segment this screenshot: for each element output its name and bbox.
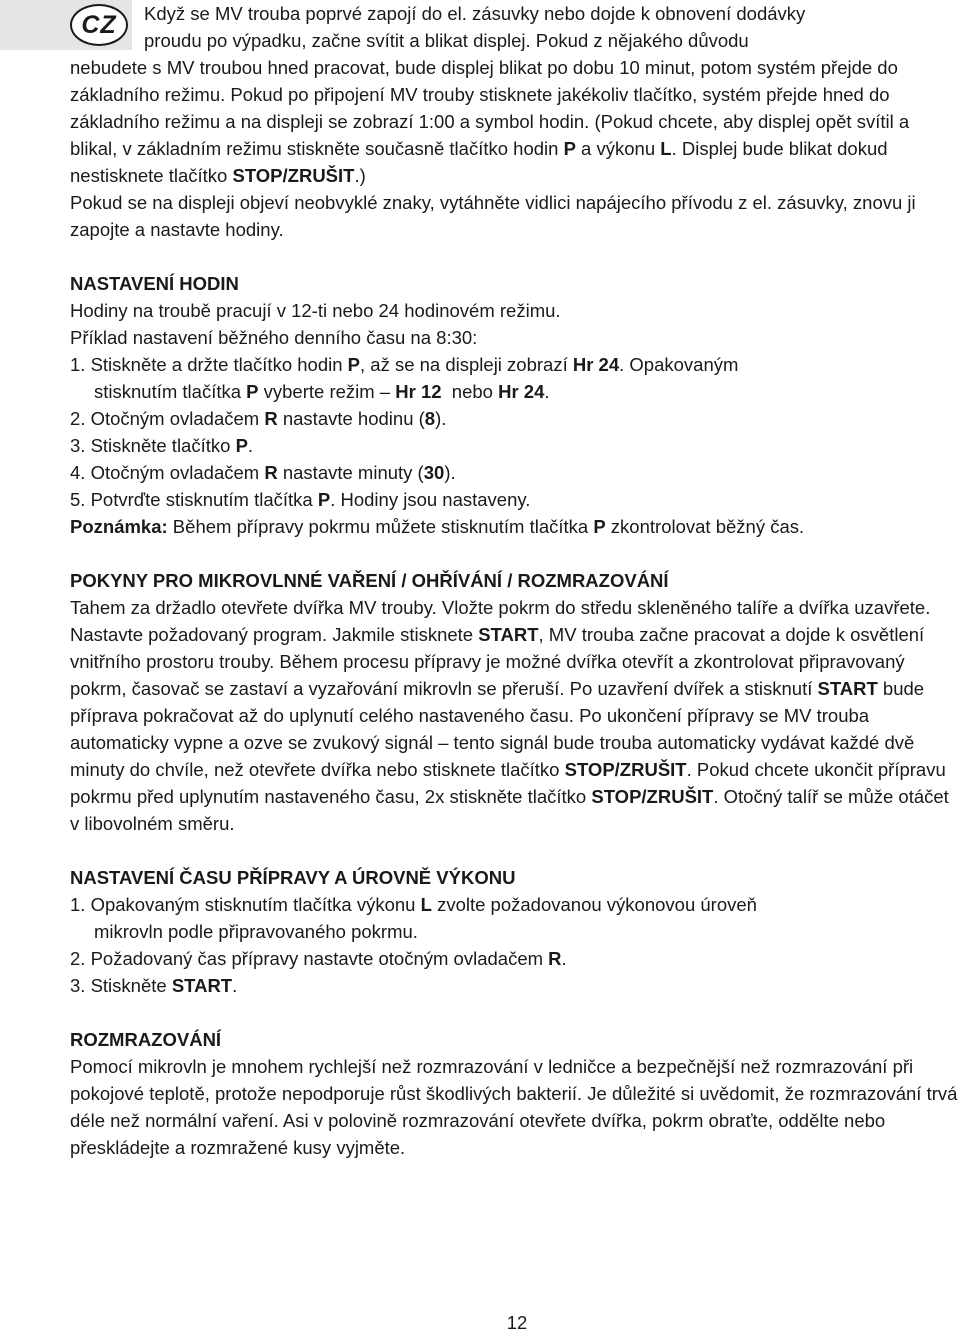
intro-text-4: .) — [354, 165, 366, 186]
step-text: zvolte požadovanou výkonovou úroveň — [431, 894, 757, 915]
page-number: 12 — [506, 1312, 528, 1333]
mode-hr24: Hr 24 — [572, 354, 620, 375]
cooking-text: bude příprava pokračovat až do uplynutí celého nastaveného času. Po ukončení přípravy se MV trouba automaticky vypne a ozve se zvukový signál – tento signál bude trouba automaticky vydávat každé dvě minuty do chvíle, než otevřete dvířka nebo stisknete tlačítko — [70, 678, 925, 780]
time-power-section — [70, 864, 960, 999]
clock-step-5 — [70, 486, 960, 513]
clock-line-2: Příklad nastavení běžného denního času na 8:30: — [70, 327, 478, 348]
cooking-text: , MV trouba začne pracovat a dojde k osvětlení vnitřního prostoru trouby. Během procesu přípravy je možné dvířka otevřít a zkontrolovat připravovaný pokrm, časovač se zastaví a vyzařování mikrovln se přeruší. Po uzavření dvířek a stisknutí — [70, 624, 925, 699]
step-text: . Opakovaným — [619, 354, 739, 375]
key-stop: STOP/ZRUŠIT — [591, 786, 714, 807]
intro-text-3: . Displej bude blikat dokud nestisknete tlačítko — [70, 138, 888, 186]
time-power-step-1-cont: mikrovln podle připravovaného pokrmu. — [94, 921, 418, 942]
step-text: 1. Stiskněte a držte tlačítko hodin — [70, 354, 348, 375]
defrost-heading: ROZMRAZOVÁNÍ — [70, 1029, 222, 1050]
step-text: . — [232, 975, 238, 996]
cooking-section — [70, 567, 960, 837]
key-r: R — [264, 408, 278, 429]
key-p: P — [563, 138, 576, 159]
manual-content — [70, 0, 960, 1161]
key-p: P — [593, 516, 606, 537]
time-power-heading: NASTAVENÍ ČASU PŘÍPRAVY A ÚROVNĚ VÝKONU — [70, 867, 516, 888]
intro-line-1: Když se MV trouba poprvé zapojí do el. zásuvky nebo dojde k obnovení dodávky — [144, 3, 806, 24]
step-text: , až se na displeji zobrazí — [360, 354, 573, 375]
clock-step-1 — [70, 351, 960, 378]
step-text: nebo — [441, 381, 499, 402]
clock-step-2 — [70, 405, 960, 432]
key-p: P — [246, 381, 259, 402]
key-r: R — [264, 462, 278, 483]
mode-hr12: Hr 12 — [395, 381, 442, 402]
mode-hr24: Hr 24 — [498, 381, 545, 402]
intro-text-2: a výkonu — [575, 138, 661, 159]
step-text: 2. Otočným ovladačem — [70, 408, 265, 429]
key-r: R — [548, 948, 562, 969]
step-text: stisknutím tlačítka — [94, 381, 247, 402]
key-start: START — [171, 975, 233, 996]
intro-paragraph-2: Pokud se na displeji objeví neobvyklé znaky, vytáhněte vidlici napájecího přívodu z el. zásuvky, znovu ji zapojte a nastavte hodiny. — [70, 192, 916, 240]
step-text: . — [561, 948, 567, 969]
clock-heading: NASTAVENÍ HODIN — [70, 273, 239, 294]
step-text: 4. Otočným ovladačem — [70, 462, 265, 483]
intro-section — [70, 0, 960, 243]
note-text: Během přípravy pokrmu můžete stisknutím tlačítka — [167, 516, 594, 537]
note-label: Poznámka: — [70, 516, 168, 537]
key-p: P — [235, 435, 248, 456]
key-p: P — [347, 354, 360, 375]
hour-value: 8 — [424, 408, 436, 429]
clock-step-4 — [70, 459, 960, 486]
step-text: 1. Opakovaným stisknutím tlačítka výkonu — [70, 894, 421, 915]
clock-section — [70, 270, 960, 540]
time-power-step-3 — [70, 972, 960, 999]
clock-step-1-cont — [70, 378, 960, 405]
key-start: START — [478, 624, 539, 645]
step-text: nastavte minuty ( — [277, 462, 424, 483]
step-text: vyberte režim – — [258, 381, 396, 402]
step-text: 5. Potvrďte stisknutím tlačítka — [70, 489, 318, 510]
key-p: P — [317, 489, 331, 510]
cooking-text: . Otočný talíř se může otáčet v libovolném směru. — [70, 786, 949, 834]
intro-paragraph — [70, 54, 960, 189]
step-text: 3. Stiskněte — [70, 975, 172, 996]
clock-note — [70, 513, 960, 540]
key-l: L — [660, 138, 672, 159]
key-stop: STOP/ZRUŠIT — [564, 759, 687, 780]
cooking-text: Tahem za držadlo otevřete dvířka MV trouby. Vložte pokrm do středu skleněného talíře a dvířka uzavřete. Nastavte požadovaný program. Jakmile stisknete — [70, 597, 931, 645]
intro-text-1: nebudete s MV troubou hned pracovat, bude displej blikat po dobu 10 minut, potom systém přejde do základního režimu. Pokud po připojení MV trouby stisknete jakékoliv tlačítko, systém přejde hned do základního režimu a na displeji se zobrazí 1:00 a symbol hodin. (Pokud chcete, aby displej opět svítil a blikal, v základním režimu stiskněte současně tlačítko hodin — [70, 57, 910, 159]
step-text: . — [544, 381, 550, 402]
defrost-paragraph: Pomocí mikrovln je mnohem rychlejší než rozmrazování v ledničce a bezpečnější než rozmrazování při pokojové teplotě, protože nepodporuje růst škodlivých bakterií. Je důležité si uvědomit, že rozmrazování trvá déle než normální vaření. Asi v polovině rozmrazování otevřete dvířka, pokrm obraťte, oddělte nebo přeskládejte a rozmražené kusy vyjměte. — [70, 1056, 958, 1158]
language-badge: CZ — [70, 4, 128, 46]
cooking-text: . Pokud chcete ukončit přípravu pokrmu před uplynutím nastaveného času, 2x stiskněte tlačítko — [70, 759, 946, 807]
defrost-section — [70, 1026, 960, 1161]
minute-value: 30 — [423, 462, 445, 483]
step-text: ). — [444, 462, 456, 483]
time-power-step-2 — [70, 945, 960, 972]
step-text: 2. Požadovaný čas přípravy nastavte otočným ovladačem — [70, 948, 549, 969]
step-text: . — [247, 435, 254, 456]
key-l: L — [420, 894, 432, 915]
step-text: nastavte hodinu ( — [277, 408, 425, 429]
clock-line-1: Hodiny na troubě pracují v 12-ti nebo 24 hodinovém režimu. — [70, 300, 561, 321]
cooking-paragraph — [70, 594, 960, 837]
step-text: . Hodiny jsou nastaveny. — [330, 489, 531, 510]
cooking-heading: POKYNY PRO MIKROVLNNÉ VAŘENÍ / OHŘÍVÁNÍ / ROZMRAZOVÁNÍ — [70, 570, 669, 591]
step-text: ). — [435, 408, 447, 429]
key-start: START — [817, 678, 878, 699]
clock-step-3 — [70, 432, 960, 459]
step-text: 3. Stiskněte tlačítko — [70, 435, 236, 456]
time-power-step-1 — [70, 891, 960, 918]
key-stop: STOP/ZRUŠIT — [232, 165, 355, 186]
note-text: zkontrolovat běžný čas. — [605, 516, 805, 537]
intro-line-2: proudu po výpadku, začne svítit a blikat displej. Pokud z nějakého důvodu — [144, 30, 749, 51]
